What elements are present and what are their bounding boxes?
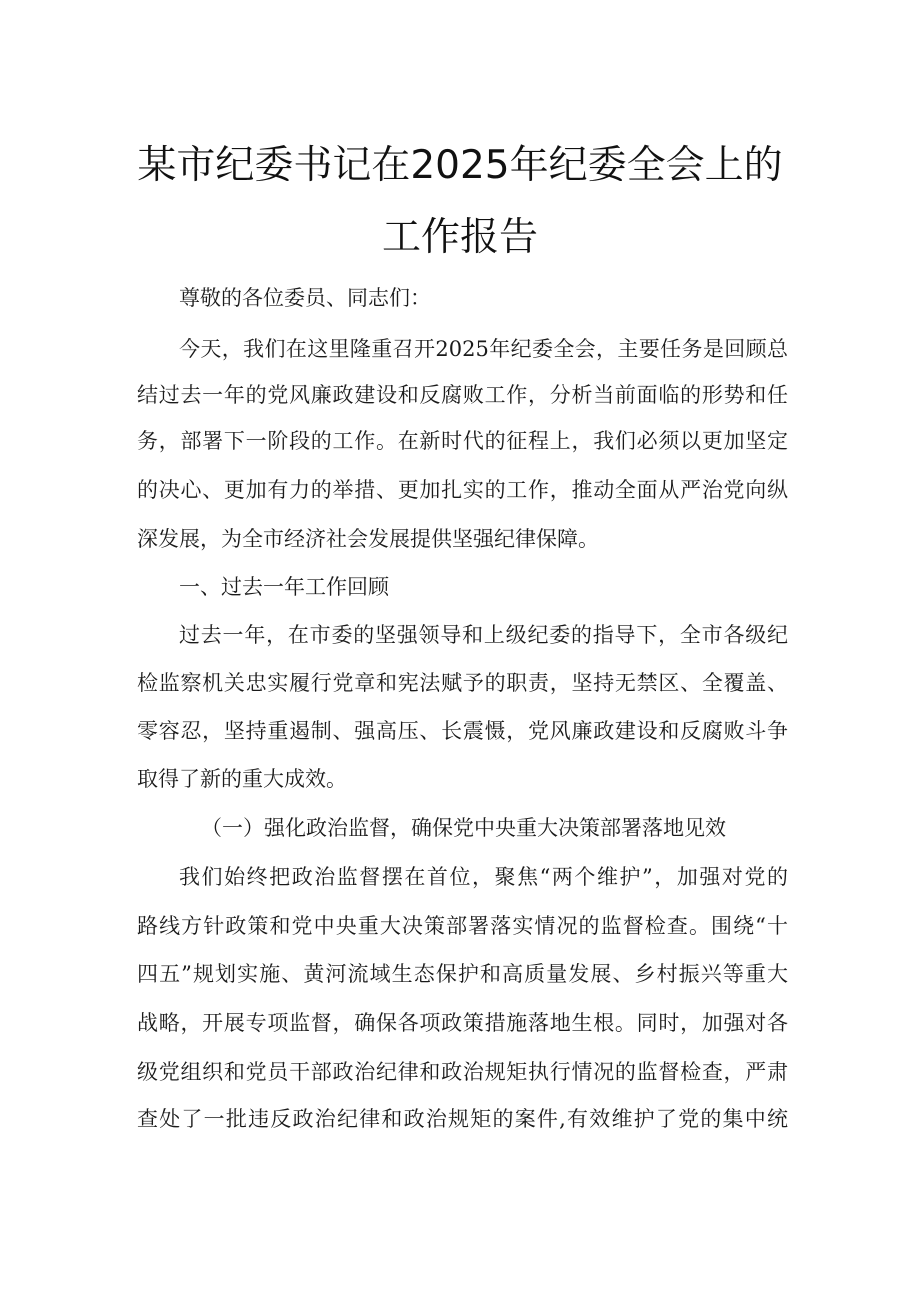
paragraph-line: 查处了一批违反政治纪律和政治规矩的案件,有效维护了党的集中统 (137, 1107, 788, 1131)
paragraph-line: 零容忍，坚持重遏制、强高压、长震慑，党风廉政建设和反腐败斗争 (137, 719, 788, 743)
salutation: 尊敬的各位委员、同志们： (179, 286, 431, 310)
document-body (137, 0, 792, 1301)
paragraph-line: 结过去一年的党风廉政建设和反腐败工作，分析当前面临的形势和任 (137, 383, 788, 407)
paragraph-line: 过去一年，在市委的坚强领导和上级纪委的指导下，全市各级纪 (179, 623, 788, 647)
paragraph-line: 今天，我们在这里隆重召开2025年纪委全会，主要任务是回顾总 (179, 337, 788, 361)
subsection-heading: （一）强化政治监督，确保党中央重大决策部署落地见效 (201, 816, 726, 840)
paragraph-line: 检监察机关忠实履行党章和宪法赋予的职责，坚持无禁区、全覆盖、 (137, 671, 788, 695)
paragraph-line: 取得了新的重大成效。 (137, 767, 347, 791)
section-heading: 一、过去一年工作回顾 (179, 575, 389, 599)
paragraph-line: 四五”规划实施、黄河流域生态保护和高质量发展、乡村振兴等重大 (137, 962, 788, 986)
document-title-line-2: 工作报告 (381, 215, 538, 260)
paragraph-line: 我们始终把政治监督摆在首位，聚焦“两个维护”，加强对党的 (179, 865, 788, 889)
document-title-line-1: 某市纪委书记在2025年纪委全会上的 (137, 143, 783, 188)
paragraph-line: 级党组织和党员干部政治纪律和政治规矩执行情况的监督检查，严肃 (137, 1060, 788, 1084)
paragraph-line: 战略，开展专项监督，确保各项政策措施落地生根。同时，加强对各 (137, 1011, 788, 1035)
paragraph-line: 深发展，为全市经济社会发展提供坚强纪律保障。 (137, 527, 599, 551)
paragraph-line: 务，部署下一阶段的工作。在新时代的征程上，我们必须以更加坚定 (137, 429, 788, 453)
paragraph-line: 路线方针政策和党中央重大决策部署落实情况的监督检查。围绕“十 (137, 914, 788, 938)
paragraph-line: 的决心、更加有力的举措、更加扎实的工作，推动全面从严治党向纵 (137, 478, 788, 502)
